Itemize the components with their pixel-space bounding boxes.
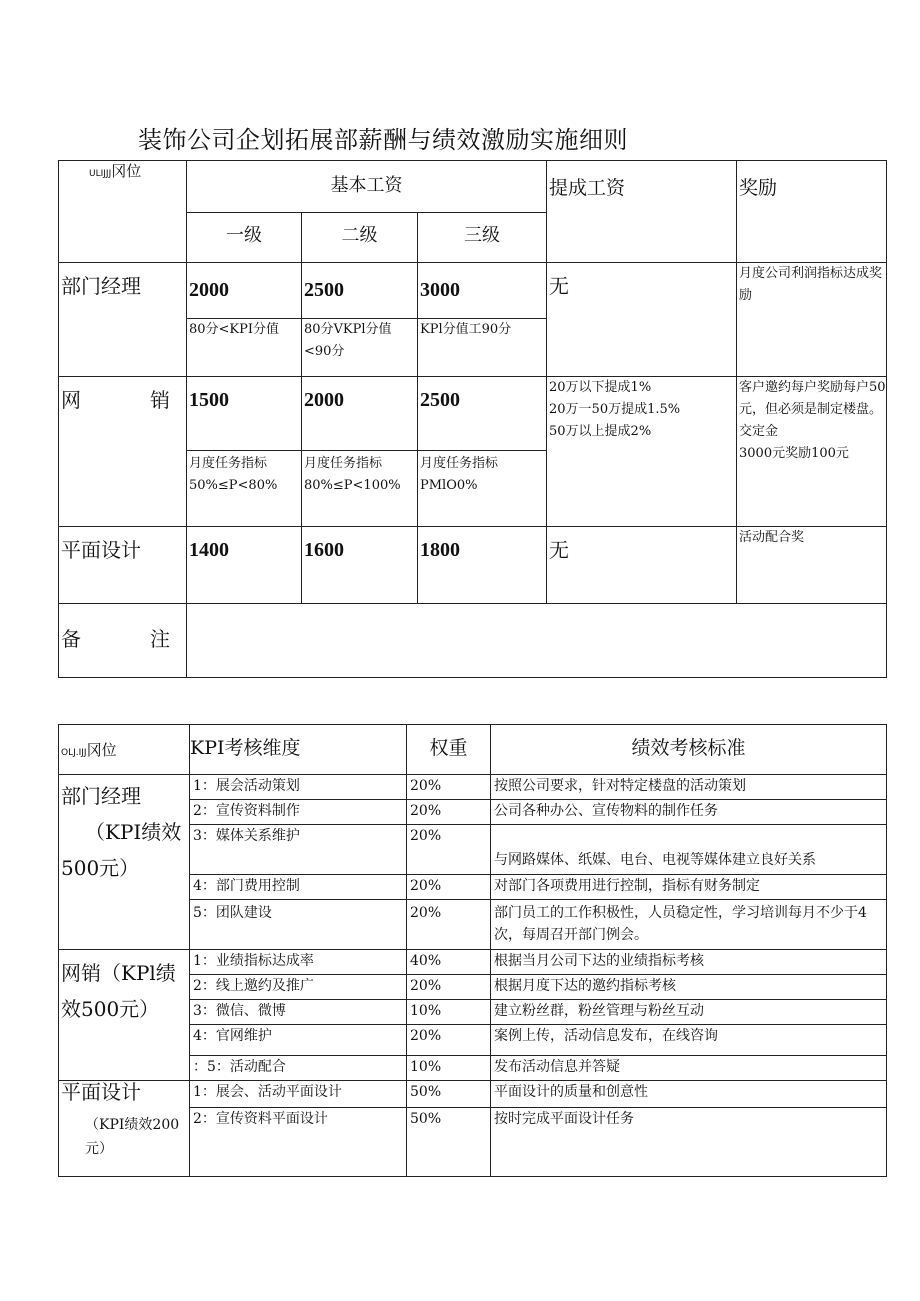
weight-header: 权重 <box>407 725 491 775</box>
kpi-standard: 建立粉丝群，粉丝管理与粉丝互动 <box>491 1000 887 1025</box>
condition-cell: 月度任务指标80%≤P<100% <box>302 451 418 527</box>
commission-cell: 20万以下提成1% 20万一50万提成1.5% 50万以上提成2% <box>547 377 737 527</box>
role-cell-graphic-design: 平面设计 （KPI绩效200元） <box>59 1081 190 1177</box>
salary-value: 1500 <box>187 377 302 451</box>
kpi-standard: 平面设计的质量和创意性 <box>491 1081 887 1108</box>
kpi-standard: 按时完成平面设计任务 <box>491 1108 887 1177</box>
corner-header-cell <box>59 161 187 263</box>
page-title: 装饰公司企划拓展部薪酬与绩效激励实施细则 <box>138 126 628 154</box>
role-cell-manager: 部门经理 <box>59 263 187 377</box>
condition-cell: 80分VKPl分值<90分 <box>302 319 418 377</box>
kpi-item: 4：官网维护 <box>190 1025 407 1056</box>
condition-cell: 月度任务指标50%≤P<80% <box>187 451 302 527</box>
kpi-item: 3：微信、微博 <box>190 1000 407 1025</box>
salary-table <box>58 160 887 678</box>
condition-cell: 80分<KPI分值 <box>187 319 302 377</box>
kpi-weight: 20% <box>407 875 491 900</box>
kpi-weight: 20% <box>407 775 491 800</box>
corner-prefix: ULIJJJ <box>89 169 112 179</box>
kpi-item: ：5：活动配合 <box>190 1056 407 1081</box>
salary-value: 1600 <box>302 527 418 604</box>
base-salary-header: 基本工资 <box>187 161 547 213</box>
bonus-cell: 客户邀约每户奖励每户50元，但必须是制定楼盘。交定金 3000元奖励100元 <box>737 377 887 527</box>
salary-value: 2500 <box>302 263 418 319</box>
role-cell-online-sales: 网销（KPl绩 效500元） <box>59 950 190 1081</box>
condition-cell: KPl分值工90分 <box>418 319 547 377</box>
corner-label: 冈位 <box>111 162 142 180</box>
kpi-standard: 根据月度下达的邀约指标考核 <box>491 975 887 1000</box>
commission-cell: 无 <box>547 527 737 604</box>
kpi-weight: 10% <box>407 1056 491 1081</box>
kpi-item: 1：展会、活动平面设计 <box>190 1081 407 1108</box>
salary-value: 2000 <box>187 263 302 319</box>
corner-header-cell: OLJ.IJJ冈位 <box>59 725 190 775</box>
bonus-header: 奖励 <box>737 161 887 263</box>
kpi-weight: 50% <box>407 1081 491 1108</box>
kpi-standard: 发布活动信息并答疑 <box>491 1056 887 1081</box>
level-1-header: 一级 <box>187 213 302 263</box>
kpi-item: 5：团队建设 <box>190 900 407 950</box>
kpi-weight: 50% <box>407 1108 491 1177</box>
role-cell-online-sales: 网 销 <box>59 377 187 527</box>
kpi-item: 1：业绩指标达成率 <box>190 950 407 975</box>
bonus-cell: 月度公司利润指标达成奖励 <box>737 263 887 377</box>
level-2-header: 二级 <box>302 213 418 263</box>
kpi-standard: 部门员工的工作积极性，人员稳定性，学习培训每月不少于4次，每周召开部门例会。 <box>491 900 887 950</box>
remark-content-cell <box>187 604 887 678</box>
role-cell-graphic-design: 平面设计 <box>59 527 187 604</box>
kpi-weight: 20% <box>407 825 491 875</box>
kpi-standard: 公司各种办公、宣传物料的制作任务 <box>491 800 887 825</box>
kpi-item: 3：媒体关系维护 <box>190 825 407 875</box>
kpi-weight: 20% <box>407 975 491 1000</box>
kpi-weight: 20% <box>407 1025 491 1056</box>
kpi-item: 1：展会活动策划 <box>190 775 407 800</box>
salary-value: 1400 <box>187 527 302 604</box>
kpi-item: 2：线上邀约及推广 <box>190 975 407 1000</box>
commission-cell: 无 <box>547 263 737 377</box>
kpi-standard: 按照公司要求，针对特定楼盘的活动策划 <box>491 775 887 800</box>
standard-header: 绩效考核标准 <box>491 725 887 775</box>
remark-label-cell: 备 注 <box>59 604 187 678</box>
salary-value: 2000 <box>302 377 418 451</box>
commission-header: 提成工资 <box>547 161 737 263</box>
salary-value: 3000 <box>418 263 547 319</box>
salary-value: 1800 <box>418 527 547 604</box>
kpi-standard: 对部门各项费用进行控制，指标有财务制定 <box>491 875 887 900</box>
kpi-weight: 40% <box>407 950 491 975</box>
salary-value: 2500 <box>418 377 547 451</box>
bonus-cell: 活动配合奖 <box>737 527 887 604</box>
role-cell-manager: 部门经理 （KPI绩效 500元） <box>59 775 190 950</box>
kpi-weight: 20% <box>407 900 491 950</box>
kpi-weight: 10% <box>407 1000 491 1025</box>
kpi-standard: 与网路媒体、纸媒、电台、电视等媒体建立良好关系 <box>491 825 887 875</box>
level-3-header: 三级 <box>418 213 547 263</box>
kpi-dimension-header: KPI考核维度 <box>190 725 407 775</box>
kpi-item: 2：宣传资料平面设计 <box>190 1108 407 1177</box>
kpi-weight: 20% <box>407 800 491 825</box>
kpi-item: 2：宣传资料制作 <box>190 800 407 825</box>
kpi-item: 4：部门费用控制 <box>190 875 407 900</box>
condition-cell: 月度任务指标PMlO0% <box>418 451 547 527</box>
kpi-table <box>58 724 887 1177</box>
kpi-standard: 案例上传，活动信息发布，在线咨询 <box>491 1025 887 1056</box>
kpi-standard: 根据当月公司下达的业绩指标考核 <box>491 950 887 975</box>
